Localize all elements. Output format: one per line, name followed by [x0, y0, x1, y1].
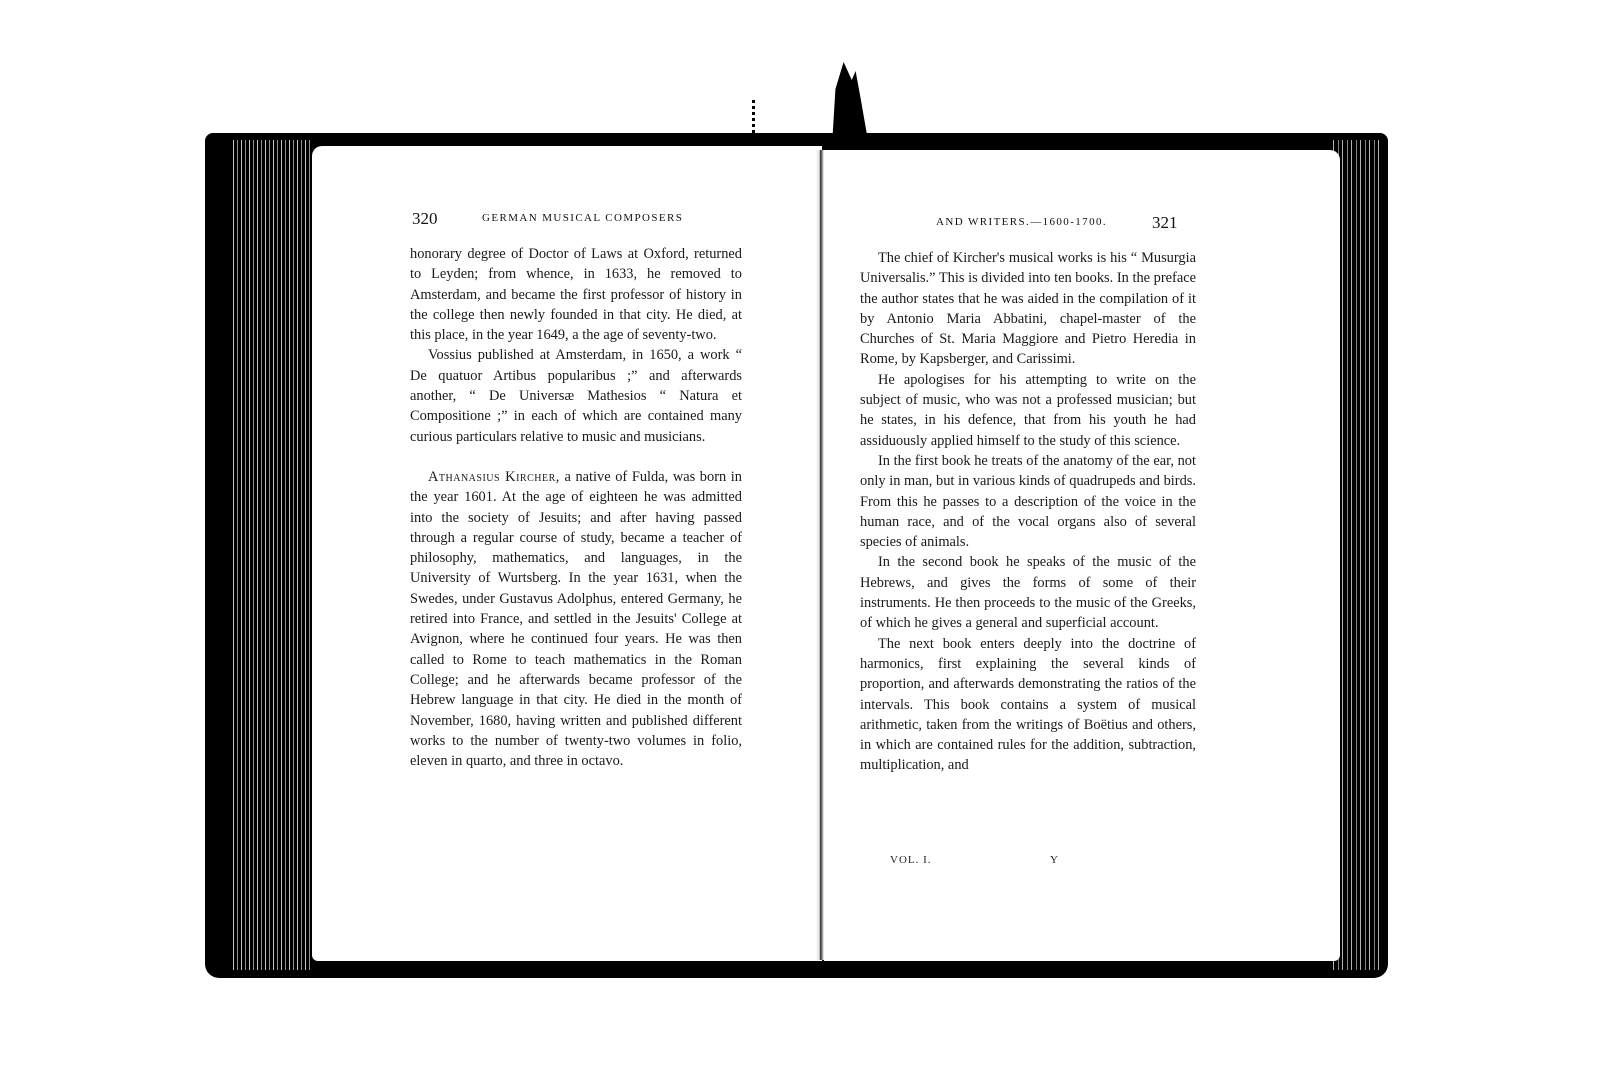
- left-page-number: 320: [412, 209, 438, 228]
- gutter: [816, 150, 824, 960]
- paragraph: In the first book he treats of the anatomy of the ear, not only in man, but in various kinds of quadrupeds and birds. From this he passes to a description of the voice in the human race, and of the vocal organs also of several species of animals.: [860, 452, 1196, 551]
- right-text-block: [860, 248, 1196, 776]
- kircher-text: a native of Fulda, was born in the year 1601. At the age of eighteen he was admitted into the society of Jesuits; and after having passed through a regular course of study, became a teacher of philosophy, mathematics, and languages, in the University of Wurtsberg. In the year 1631, when the Swedes, under Gustavus Adolphus, entered Germany, he retired into France, and settled in the Jesuits' College at Avignon, where he continued four years. He was then called to Rome to teach mathematics in the Roman College; and he afterwards became professor of the Hebrew language in that city. He died in the month of November, 1680, having written and published different works to the number of twenty-two volumes in folio, eleven in quarto, and three in octavo.: [410, 468, 742, 770]
- right-running-head: AND WRITERS.—1600-1700.: [936, 216, 1108, 228]
- signature-letter: Y: [1050, 854, 1059, 866]
- paragraph: The chief of Kircher's musical works is his “ Musurgia Universalis.” This is divided into ten books. In the preface the author states that he was aided in the compilation of it by Antonio Maria Abbatini, chapel-master of the Churches of St. Maria Maggiore and Pietro Heredia in Rome, by Kapsberger, and Carissimi.: [860, 250, 1196, 368]
- left-text-block: [410, 244, 742, 771]
- kircher-name: Athanasius Kircher,: [428, 468, 560, 485]
- signature-volume: VOL. I.: [890, 854, 932, 866]
- paragraph: He apologises for his attempting to write on the subject of music, who was not a professed musician; but he states, in his defence, that from his youth he had assiduously applied himself to the study of this science.: [860, 371, 1196, 449]
- left-running-head: GERMAN MUSICAL COMPOSERS: [482, 212, 684, 224]
- right-page: [824, 150, 1340, 961]
- right-page-number: 321: [1152, 213, 1178, 232]
- paragraph: Vossius published at Amsterdam, in 1650, a work “ De quatuor Artibus popularibus ;” and afterwards another, “ De Universæ Mathesios “ Natura et Compositione ;” in each of which are contained many curious particulars relative to music and musicians.: [410, 347, 742, 445]
- page-edges-left: [230, 140, 310, 970]
- paragraph-kircher: [410, 467, 742, 771]
- left-page: [312, 146, 822, 961]
- paragraph: The next book enters deeply into the doctrine of harmonics, first explaining the several kinds of proportion, and afterwards demonstrating the ratios of the intervals. This book contains a system of musical arithmetic, taken from the writings of Boëtius and others, in which are contained rules for the addition, subtraction, multiplication, and: [860, 635, 1196, 774]
- paragraph: In the second book he speaks of the music of the Hebrews, and gives the forms of some of their instruments. He then proceeds to the music of the Greeks, of which he gives a general and superficial account.: [860, 554, 1196, 632]
- paragraph: honorary degree of Doctor of Laws at Oxford, returned to Leyden; from whence, in 1633, he removed to Amsterdam, and became the first professor of history in the college then newly founded in that city. He died, at this place, in the year 1649, a the age of seventy-two.: [410, 246, 742, 344]
